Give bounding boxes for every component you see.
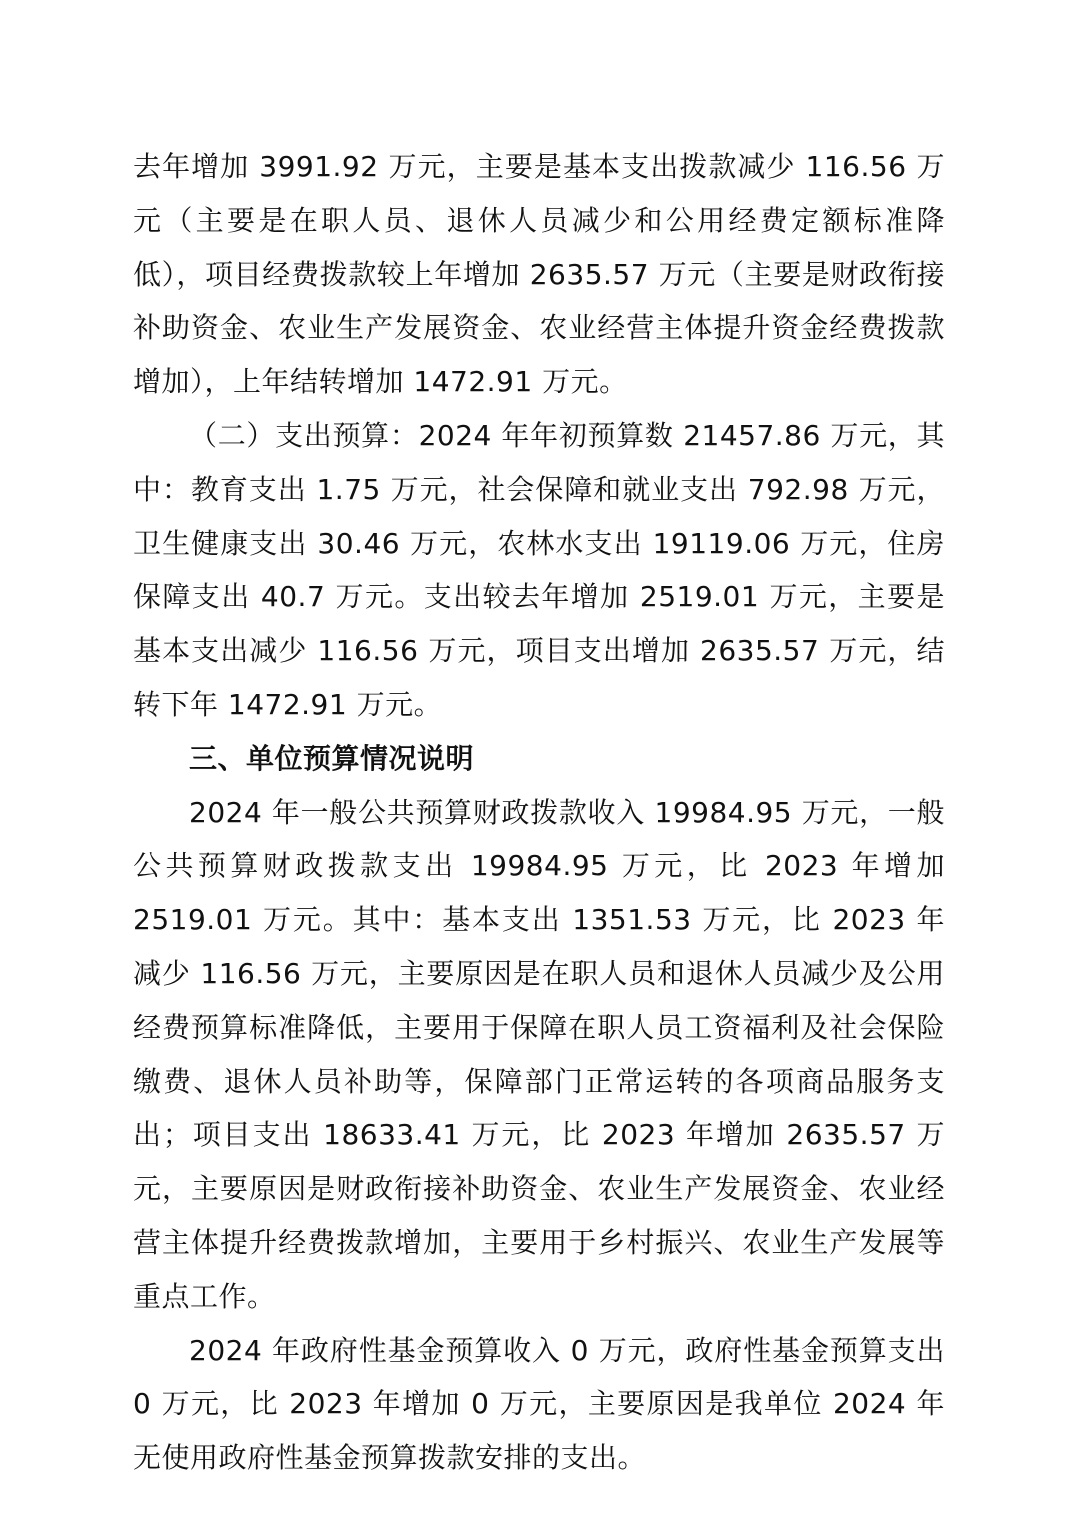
paragraph-government-fund-budget: 2024 年政府性基金预算收入 0 万元，政府性基金预算支出 0 万元，比 2023 年增加 0 万元，主要原因是我单位 2024 年无使用政府性基金预算拨款安排的支出。 (133, 1333, 945, 1475)
paragraph-expenditure-budget: （二）支出预算：2024 年年初预算数 21457.86 万元，其中：教育支出 1.75 万元，社会保障和就业支出 792.98 万元，卫生健康支出 30.46 万元，农林水支出 19119.06 万元，住房保障支出 40.7 万元。支出较去年增加 2519.01 万元，主要是基本支出减少 116.56 万元，项目支出增加 2635.57 万元，结转下年 1472.91 万元。 (133, 418, 945, 721)
section-heading: 三、单位预算情况说明 (189, 741, 475, 775)
document-body (133, 140, 945, 1485)
paragraph-income-continuation: 去年增加 3991.92 万元，主要是基本支出拨款减少 116.56 万元（主要是在职人员、退休人员减少和公用经费定额标准降低），项目经费拨款较上年增加 2635.57 万元（主要是财政衔接补助资金、农业生产发展资金、农业经营主体提升资金经费拨款增加），上年结转增加 1472.91 万元。 (133, 150, 945, 399)
paragraph-general-public-budget: 2024 年一般公共预算财政拨款收入 19984.95 万元，一般公共预算财政拨款支出 19984.95 万元，比 2023 年增加 2519.01 万元。其中：基本支出 1351.53 万元，比 2023 年减少 116.56 万元，主要原因是在职人员和退休人员减少及公用经费预算标准降低，主要用于保障在职人员工资福利及社会保险缴费、退休人员补助等，保障部门正常运转的各项商品服务支出；项目支出 18633.41 万元，比 2023 年增加 2635.57 万元，主要原因是财政衔接补助资金、农业生产发展资金、农业经营主体提升经费拨款增加，主要用于乡村振兴、农业生产发展等重点工作。 (133, 795, 945, 1313)
